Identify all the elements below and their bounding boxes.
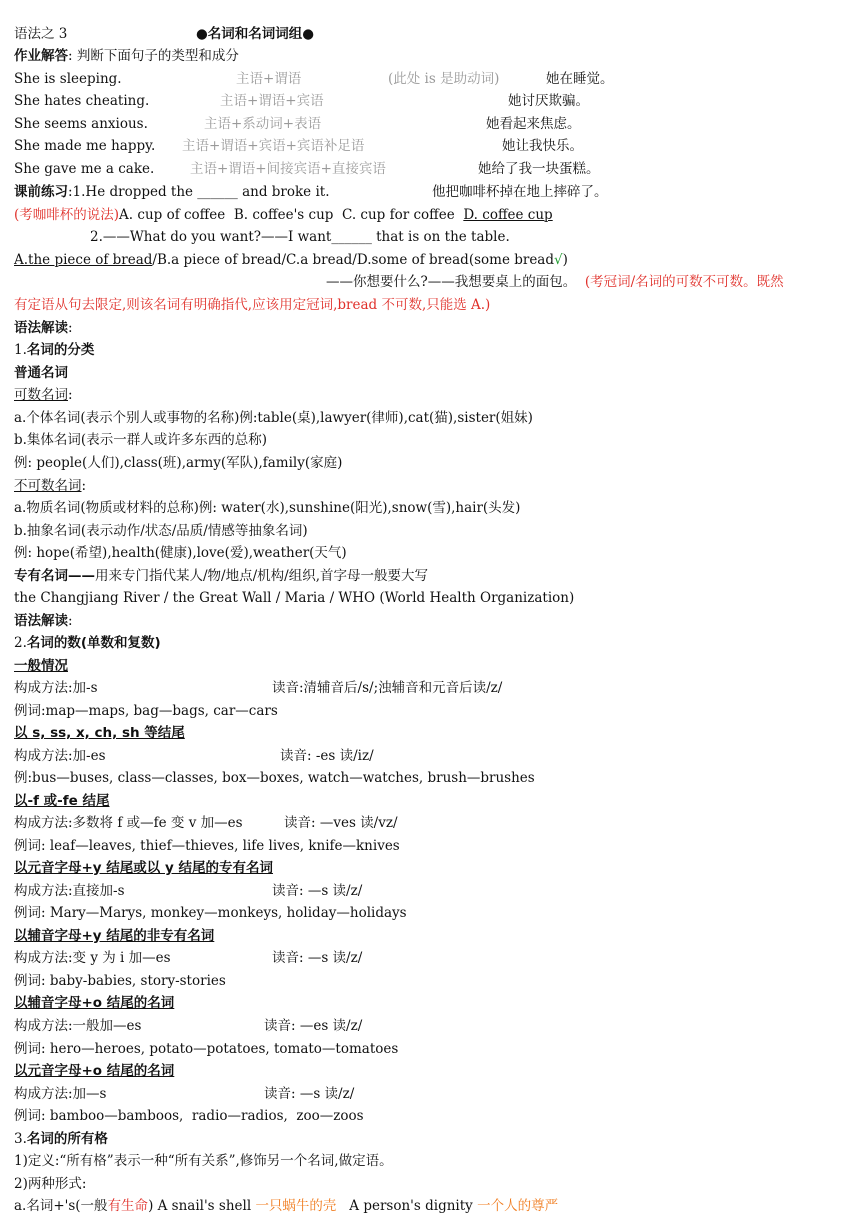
uncountable-title: 不可数名词 <box>14 478 82 494</box>
rule-title-2: 以-f 或-fe 结尾 <box>14 793 110 809</box>
uncountable-line <box>14 476 86 496</box>
hw-note-0: (此处 is 是助动词) <box>388 71 500 87</box>
lesson-label: 语法之 3 <box>14 26 68 42</box>
uncountable-a: a.物质名词(物质或材料的总称)例: water(水),sunshine(阳光),snow(雪),hair(头发) <box>14 500 521 516</box>
q1-options <box>14 205 553 225</box>
hw-zh-4: 她给了我一块蛋糕。 <box>478 161 600 177</box>
rule-title-0: 一般情况 <box>14 658 68 674</box>
grammar-heading-text: 语法解读 <box>14 320 68 336</box>
rule-form-1: 构成方法:加-es <box>14 748 106 764</box>
form-a-animate: 有生命 <box>107 1198 149 1214</box>
rule-sound-3: 读音: —s 读/z/ <box>272 883 363 899</box>
hw-zh-1: 她讨厌欺骗。 <box>508 93 589 109</box>
hw-en-4: She gave me a cake. <box>14 161 155 177</box>
possessive-form-a <box>14 1196 558 1216</box>
section-2-num: 2. <box>14 635 27 651</box>
q2-close: ) <box>562 252 568 268</box>
practice-title: 课前练习 <box>14 184 68 200</box>
rule-ex-4: 例词: baby-babies, story-stories <box>14 973 226 989</box>
countable-line <box>14 385 73 405</box>
q2-zh: ——你想要什么?——我想要桌上的面包。 <box>326 274 577 290</box>
q2-opts: /B.a piece of bread/C.a bread/D.some of bread(some bread <box>152 252 554 268</box>
section-3-title <box>14 1129 108 1149</box>
rule-ex-1: 例:bus—buses, class—classes, box—boxes, watch—watches, brush—brushes <box>14 770 535 786</box>
uncountable-b: b.抽象名词(表示动作/状态/品质/情感等抽象名词) <box>14 523 308 539</box>
q2-expl1: (考冠词/名词的可数不可数。既然 <box>584 274 784 290</box>
hw-zh-2: 她看起来焦虑。 <box>486 116 581 132</box>
q1-text: :1.He dropped the ______ and broke it. <box>68 184 330 200</box>
topic-title: ●名词和名词词组● <box>196 26 315 42</box>
form-a-trans1: 一只蜗牛的壳 <box>255 1198 337 1214</box>
hw-en-2: She seems anxious. <box>14 116 148 132</box>
form-a-example1: ) A snail's shell <box>148 1198 256 1214</box>
check-icon: √ <box>554 252 563 268</box>
rule-form-2: 构成方法:多数将 f 或—fe 变 v 加—es <box>14 815 243 831</box>
proper-noun-example: the Changjiang River / the Great Wall / Maria / WHO (World Health Organization) <box>14 590 575 606</box>
q2-expl2: 有定语从句去限定,则该名词有明确指代,应该用定冠词,bread 不可数,只能选 A.) <box>14 297 491 313</box>
rule-sound-4: 读音: —s 读/z/ <box>272 950 363 966</box>
rule-sound-5: 读音: —es 读/z/ <box>264 1018 363 1034</box>
form-a-trans2: 一个人的尊严 <box>477 1198 559 1214</box>
section-2-text: 名词的数(单数和复数) <box>26 635 161 651</box>
q2-translation <box>326 272 784 292</box>
grammar-heading-colon: : <box>68 320 73 336</box>
rule-title-1: 以 s, ss, x, ch, sh 等结尾 <box>14 725 185 741</box>
hw-struct-0: 主语+谓语 <box>236 71 302 87</box>
proper-noun-def: 用来专门指代某人/物/地点/机构/组织,首字母一般要大写 <box>95 568 428 584</box>
rule-ex-5: 例词: hero—heroes, potato—potatoes, tomato—tomatoes <box>14 1041 399 1057</box>
practice-q1 <box>14 182 330 202</box>
homework-instruction: : 判断下面句子的类型和成分 <box>68 48 239 64</box>
hw-en-0: She is sleeping. <box>14 71 122 87</box>
proper-noun-title: 专有名词—— <box>14 568 95 584</box>
rule-form-4: 构成方法:变 y 为 i 加—es <box>14 950 171 966</box>
countable-b: b.集体名词(表示一群人或许多东西的总称) <box>14 432 267 448</box>
section-3-num: 3. <box>14 1131 27 1147</box>
common-noun-title: 普通名词 <box>14 365 68 381</box>
rule-title-3: 以元音字母+y 结尾或以 y 结尾的专有名词 <box>14 860 274 876</box>
countable-colon: : <box>68 387 73 403</box>
section-1-title <box>14 340 94 360</box>
countable-a: a.个体名词(表示个别人或事物的名称)例:table(桌),lawyer(律师),cat(猫),sister(姐妹) <box>14 410 533 426</box>
rule-title-4: 以辅音字母+y 结尾的非专有名词 <box>14 928 215 944</box>
possessive-def: 1)定义:“所有格”表示一种“所有关系”,修饰另一个名词,做定语。 <box>14 1153 393 1169</box>
rule-ex-2: 例词: leaf—leaves, thief—thieves, life lives, knife—knives <box>14 838 400 854</box>
rule-ex-0: 例词:map—maps, bag—bags, car—cars <box>14 703 278 719</box>
q1-note: (考咖啡杯的说法) <box>14 207 120 223</box>
hw-zh-0: 她在睡觉。 <box>546 71 614 87</box>
rule-form-3: 构成方法:直接加-s <box>14 883 125 899</box>
grammar-heading-2-text: 语法解读 <box>14 613 68 629</box>
hw-struct-3: 主语+谓语+宾语+宾语补足语 <box>182 138 365 154</box>
hw-struct-2: 主语+系动词+表语 <box>204 116 322 132</box>
section-1-text: 名词的分类 <box>26 342 95 358</box>
rule-form-6: 构成方法:加—s <box>14 1086 107 1102</box>
rule-sound-6: 读音: —s 读/z/ <box>264 1086 355 1102</box>
countable-example: 例: people(人们),class(班),army(军队),family(家庭) <box>14 455 343 471</box>
possessive-forms: 2)两种形式: <box>14 1176 87 1192</box>
grammar-heading-2 <box>14 611 73 631</box>
hw-struct-1: 主语+谓语+宾语 <box>220 93 324 109</box>
q1-opts: A. cup of coffee B. coffee's cup C. cup for coffee <box>119 207 464 223</box>
rule-ex-6: 例词: bamboo—bamboos, radio—radios, zoo—zoos <box>14 1108 364 1124</box>
grammar-heading-1 <box>14 318 73 338</box>
q1-zh: 他把咖啡杯掉在地上摔碎了。 <box>432 184 608 200</box>
section-2-title <box>14 633 161 653</box>
form-a-example2: A person's dignity <box>336 1198 478 1214</box>
hw-zh-3: 她让我快乐。 <box>502 138 583 154</box>
proper-noun-line <box>14 566 428 586</box>
rule-title-6: 以元音字母+o 结尾的名词 <box>14 1063 175 1079</box>
form-a-prefix: a.名词+'s(一般 <box>14 1198 108 1214</box>
rule-ex-3: 例词: Mary—Marys, monkey—monkeys, holiday—holidays <box>14 905 407 921</box>
hw-en-1: She hates cheating. <box>14 93 150 109</box>
hw-en-3: She made me happy. <box>14 138 156 154</box>
uncountable-example: 例: hope(希望),health(健康),love(爱),weather(天气) <box>14 545 347 561</box>
homework-line <box>14 46 239 66</box>
homework-title: 作业解答 <box>14 48 68 64</box>
uncountable-colon: : <box>81 478 87 494</box>
section-3-text: 名词的所有格 <box>26 1131 108 1147</box>
hw-struct-4: 主语+谓语+间接宾语+直接宾语 <box>190 161 386 177</box>
countable-title: 可数名词 <box>14 387 68 403</box>
rule-form-0: 构成方法:加-s <box>14 680 98 696</box>
q1-answer: D. coffee cup <box>463 207 553 223</box>
rule-sound-0: 读音:清辅音后/s/;浊辅音和元音后读/z/ <box>272 680 503 696</box>
section-1-num: 1. <box>14 342 27 358</box>
rule-sound-2: 读音: —ves 读/vz/ <box>284 815 398 831</box>
rule-sound-1: 读音: -es 读/iz/ <box>280 748 374 764</box>
rule-form-5: 构成方法:一般加—es <box>14 1018 142 1034</box>
q2-options <box>14 250 568 270</box>
grammar-heading-2-colon: : <box>68 613 73 629</box>
q2-answer: A.the piece of bread <box>14 252 153 268</box>
q2-text: 2.——What do you want?——I want______ that is on the table. <box>90 229 510 245</box>
rule-title-5: 以辅音字母+o 结尾的名词 <box>14 995 175 1011</box>
